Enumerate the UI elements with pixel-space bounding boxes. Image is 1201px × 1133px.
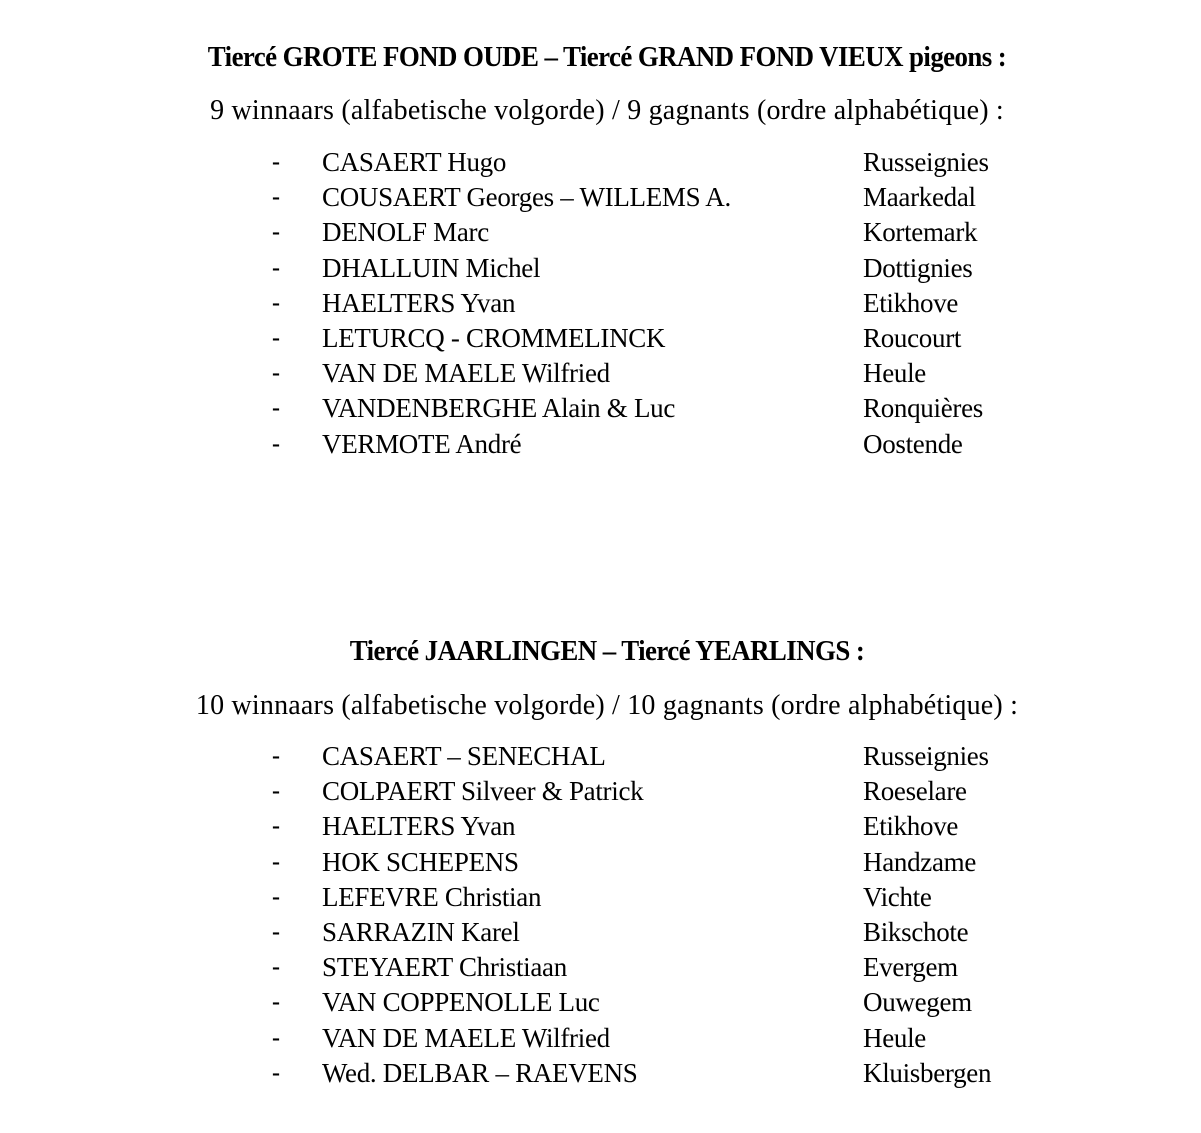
winner-row xyxy=(0,776,1201,811)
winner-row xyxy=(0,952,1201,987)
winner-place: Kortemark xyxy=(863,217,978,248)
winner-row xyxy=(0,882,1201,917)
winner-name: VANDENBERGHE Alain & Luc xyxy=(322,393,676,424)
bullet-dash: - xyxy=(272,1024,280,1051)
winner-name: SARRAZIN Karel xyxy=(322,916,520,947)
winner-row xyxy=(0,811,1201,846)
bullet-dash: - xyxy=(272,395,280,422)
winner-row xyxy=(0,987,1201,1022)
winner-place: Roucourt xyxy=(863,322,962,353)
bullet-dash: - xyxy=(272,883,280,910)
winner-place: Heule xyxy=(863,1022,926,1053)
winner-name: CASAERT Hugo xyxy=(322,147,507,177)
winner-row xyxy=(0,217,1201,252)
bullet-dash: - xyxy=(272,918,280,945)
winners-list xyxy=(0,741,1201,1093)
winner-place: Bikschote xyxy=(863,916,969,947)
winner-place: Roeselare xyxy=(863,776,967,807)
winner-row xyxy=(0,917,1201,952)
winner-place: Russeignies xyxy=(863,741,989,771)
winner-place: Kluisbergen xyxy=(863,1057,992,1088)
winner-place: Etikhove xyxy=(863,287,959,318)
section-subtitle: 10 winnaars (alfabetische volgorde) / 10 gagnants (ordre alphabétique) : xyxy=(195,690,1019,721)
winner-place: Ouwegem xyxy=(863,987,972,1018)
winner-row xyxy=(0,847,1201,882)
bullet-dash: - xyxy=(272,324,280,351)
winner-name: Wed. DELBAR – RAEVENS xyxy=(322,1057,638,1088)
winner-row xyxy=(0,288,1201,323)
bullet-dash: - xyxy=(272,219,280,246)
winner-place: Ronquières xyxy=(863,393,983,424)
winner-name: COLPAERT Silveer & Patrick xyxy=(322,776,644,807)
winner-place: Heule xyxy=(863,358,926,389)
winner-name: HOK SCHEPENS xyxy=(322,846,519,877)
winner-row xyxy=(0,741,1201,776)
winner-row xyxy=(0,1058,1201,1093)
winner-name: VERMOTE André xyxy=(322,428,522,459)
winners-list xyxy=(0,147,1201,464)
winner-name: VAN DE MAELE Wilfried xyxy=(322,1022,610,1053)
winner-row xyxy=(0,323,1201,358)
section-title: Tiercé JAARLINGEN – Tiercé YEARLINGS : xyxy=(349,636,865,667)
bullet-dash: - xyxy=(272,989,280,1016)
winner-name: HAELTERS Yvan xyxy=(322,287,516,318)
bullet-dash: - xyxy=(272,254,280,281)
bullet-dash: - xyxy=(272,289,280,316)
section-title: Tiercé GROTE FOND OUDE – Tiercé GRAND FOND VIEUX pigeons : xyxy=(207,42,1007,73)
bullet-dash: - xyxy=(272,778,280,805)
winner-row xyxy=(0,147,1201,182)
winner-place: Maarkedal xyxy=(863,182,976,213)
bullet-dash: - xyxy=(272,813,280,840)
winner-name: LEFEVRE Christian xyxy=(322,881,542,912)
winner-name: DENOLF Marc xyxy=(322,217,489,248)
bullet-dash: - xyxy=(272,360,280,387)
winner-name: DHALLUIN Michel xyxy=(322,252,541,283)
winner-name: CASAERT – SENECHAL xyxy=(322,741,606,771)
winner-name: STEYAERT Christiaan xyxy=(322,952,567,983)
winner-row xyxy=(0,429,1201,464)
winner-name: VAN COPPENOLLE Luc xyxy=(322,987,600,1018)
winner-row xyxy=(0,253,1201,288)
bullet-dash: - xyxy=(272,184,280,211)
winner-place: Oostende xyxy=(863,428,963,459)
section-subtitle: 9 winnaars (alfabetische volgorde) / 9 gagnants (ordre alphabétique) : xyxy=(210,95,1004,126)
bullet-dash: - xyxy=(272,1059,280,1086)
bullet-dash: - xyxy=(272,848,280,875)
winner-place: Handzame xyxy=(863,846,977,877)
winner-name: VAN DE MAELE Wilfried xyxy=(322,358,610,389)
winner-name: LETURCQ - CROMMELINCK xyxy=(322,322,666,353)
winner-place: Russeignies xyxy=(863,147,989,177)
bullet-dash: - xyxy=(272,954,280,981)
bullet-dash: - xyxy=(272,430,280,457)
winner-row xyxy=(0,1023,1201,1058)
winner-place: Evergem xyxy=(863,952,958,983)
winner-place: Vichte xyxy=(863,881,932,912)
winner-row xyxy=(0,393,1201,428)
winner-row xyxy=(0,182,1201,217)
winner-name: HAELTERS Yvan xyxy=(322,811,516,842)
winner-place: Dottignies xyxy=(863,252,973,283)
winner-row xyxy=(0,358,1201,393)
bullet-dash: - xyxy=(272,743,280,769)
winner-place: Etikhove xyxy=(863,811,959,842)
bullet-dash: - xyxy=(272,149,280,175)
winner-name: COUSAERT Georges – WILLEMS A. xyxy=(322,182,731,213)
